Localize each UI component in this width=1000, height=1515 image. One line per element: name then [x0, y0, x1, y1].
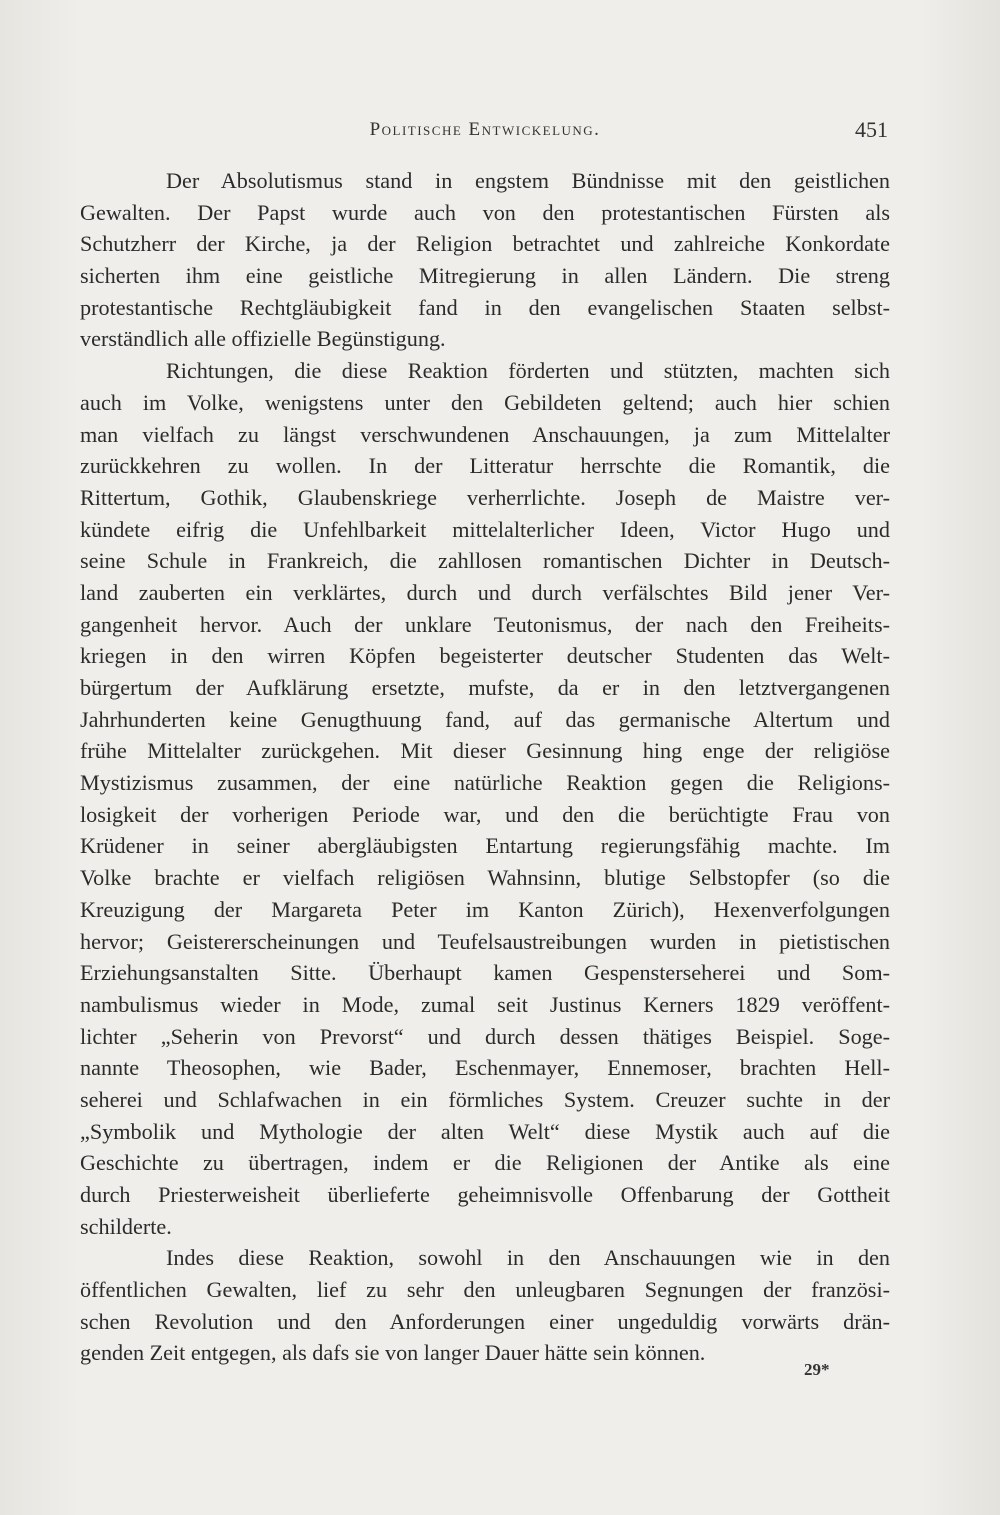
text-line: frühe Mittelalter zurückgehen. Mit dieser Gesinnung hing enge der religiöse	[80, 738, 890, 764]
text-line: nannte Theosophen, wie Bader, Eschenmayer, Ennemoser, brachten Hell-	[80, 1055, 890, 1081]
text-line: schilderte.	[80, 1213, 172, 1239]
paragraph	[80, 165, 890, 355]
text-line: schen Revolution und den Anforderungen einer ungeduldig vorwärts drän-	[80, 1308, 890, 1334]
paragraph	[80, 355, 890, 1242]
text-line: Jahrhunderten keine Genugthuung fand, auf das germanische Altertum und	[80, 706, 890, 732]
text-line: bürgertum der Aufklärung ersetzte, mufste, da er in den letztvergangenen	[80, 675, 890, 700]
text-line: Krüdener in seiner abergläubigsten Entartung regierungsfähig machte. Im	[80, 833, 890, 859]
text-line: kündete eifrig die Unfehlbarkeit mittelalterlicher Ideen, Victor Hugo und	[80, 516, 890, 542]
text-line: seherei und Schlafwachen in ein förmliches System. Creuzer suchte in der	[80, 1086, 890, 1112]
text-line: auch im Volke, wenigstens unter den Gebildeten geltend; auch hier schien	[80, 389, 890, 415]
text-line: Schutzherr der Kirche, ja der Religion betrachtet und zahlreiche Konkordate	[80, 231, 890, 257]
text-line: Der Absolutismus stand in engstem Bündnisse mit den geistlichen	[166, 168, 890, 193]
text-line: Indes diese Reaktion, sowohl in den Anschauungen wie in den	[166, 1245, 890, 1271]
text-line: verständlich alle offizielle Begünstigung.	[80, 326, 446, 352]
text-line: seine Schule in Frankreich, die zahllosen romantischen Dichter in Deutsch-	[80, 548, 890, 574]
chapter-title: Politische Entwickelung.	[369, 119, 601, 140]
text-line: sicherten ihm eine geistliche Mitregierung in allen Ländern. Die streng	[80, 263, 890, 289]
text-line: durch Priesterweisheit überlieferte geheimnisvolle Offenbarung der Gottheit	[80, 1182, 890, 1207]
signature-mark: 29*	[804, 1360, 830, 1379]
text-line: Mystizismus zusammen, der eine natürliche Reaktion gegen die Religions-	[80, 770, 890, 796]
text-line: Kreuzigung der Margareta Peter im Kanton Zürich), Hexenverfolgungen	[80, 896, 890, 922]
text-line: lichter „Seherin von Prevorst“ und durch dessen thätiges Beispiel. Soge-	[80, 1023, 890, 1049]
text-line: zurückkehren zu wollen. In der Litteratur herrschte die Romantik, die	[80, 453, 890, 479]
page-number: 451	[855, 117, 888, 142]
running-head	[80, 117, 890, 147]
text-line: gangenheit hervor. Auch der unklare Teutonismus, der nach den Freiheits-	[80, 611, 890, 637]
text-line: land zauberten ein verklärtes, durch und durch verfälschtes Bild jener Ver-	[80, 579, 890, 605]
text-line: Volke brachte er vielfach religiösen Wahnsinn, blutige Selbstopfer (so die	[80, 865, 890, 891]
body-text	[80, 165, 890, 1369]
text-line: Gewalten. Der Papst wurde auch von den protestantischen Fürsten als	[80, 199, 890, 225]
paragraph	[80, 1242, 890, 1369]
text-line: „Symbolik und Mythologie der alten Welt“ diese Mystik auch auf die	[80, 1118, 890, 1144]
text-line: Richtungen, die diese Reaktion förderten und stützten, machten sich	[166, 358, 890, 384]
text-line: losigkeit der vorherigen Periode war, und den die berüchtigte Frau von	[80, 801, 890, 827]
text-line: hervor; Geistererscheinungen und Teufelsaustreibungen wurden in pietistischen	[80, 928, 890, 954]
text-line: protestantische Rechtgläubigkeit fand in den evangelischen Staaten selbst-	[80, 294, 890, 320]
text-line: Erziehungsanstalten Sitte. Überhaupt kamen Gespensterseherei und Som-	[80, 960, 890, 986]
text-line: genden Zeit entgegen, als dafs sie von langer Dauer hätte sein können.	[80, 1340, 706, 1366]
text-line: öffentlichen Gewalten, lief zu sehr den unleugbaren Segnungen der französi-	[80, 1277, 890, 1303]
text-line: nambulismus wieder in Mode, zumal seit Justinus Kerners 1829 veröffent-	[80, 991, 890, 1017]
text-line: kriegen in den wirren Köpfen begeisterter deutscher Studenten das Welt-	[80, 643, 890, 669]
text-line: man vielfach zu längst verschwundenen Anschauungen, ja zum Mittelalter	[80, 421, 890, 447]
text-line: Rittertum, Gothik, Glaubenskriege verherrlichte. Joseph de Maistre ver-	[80, 484, 890, 510]
text-line: Geschichte zu übertragen, indem er die Religionen der Antike als eine	[80, 1150, 890, 1176]
